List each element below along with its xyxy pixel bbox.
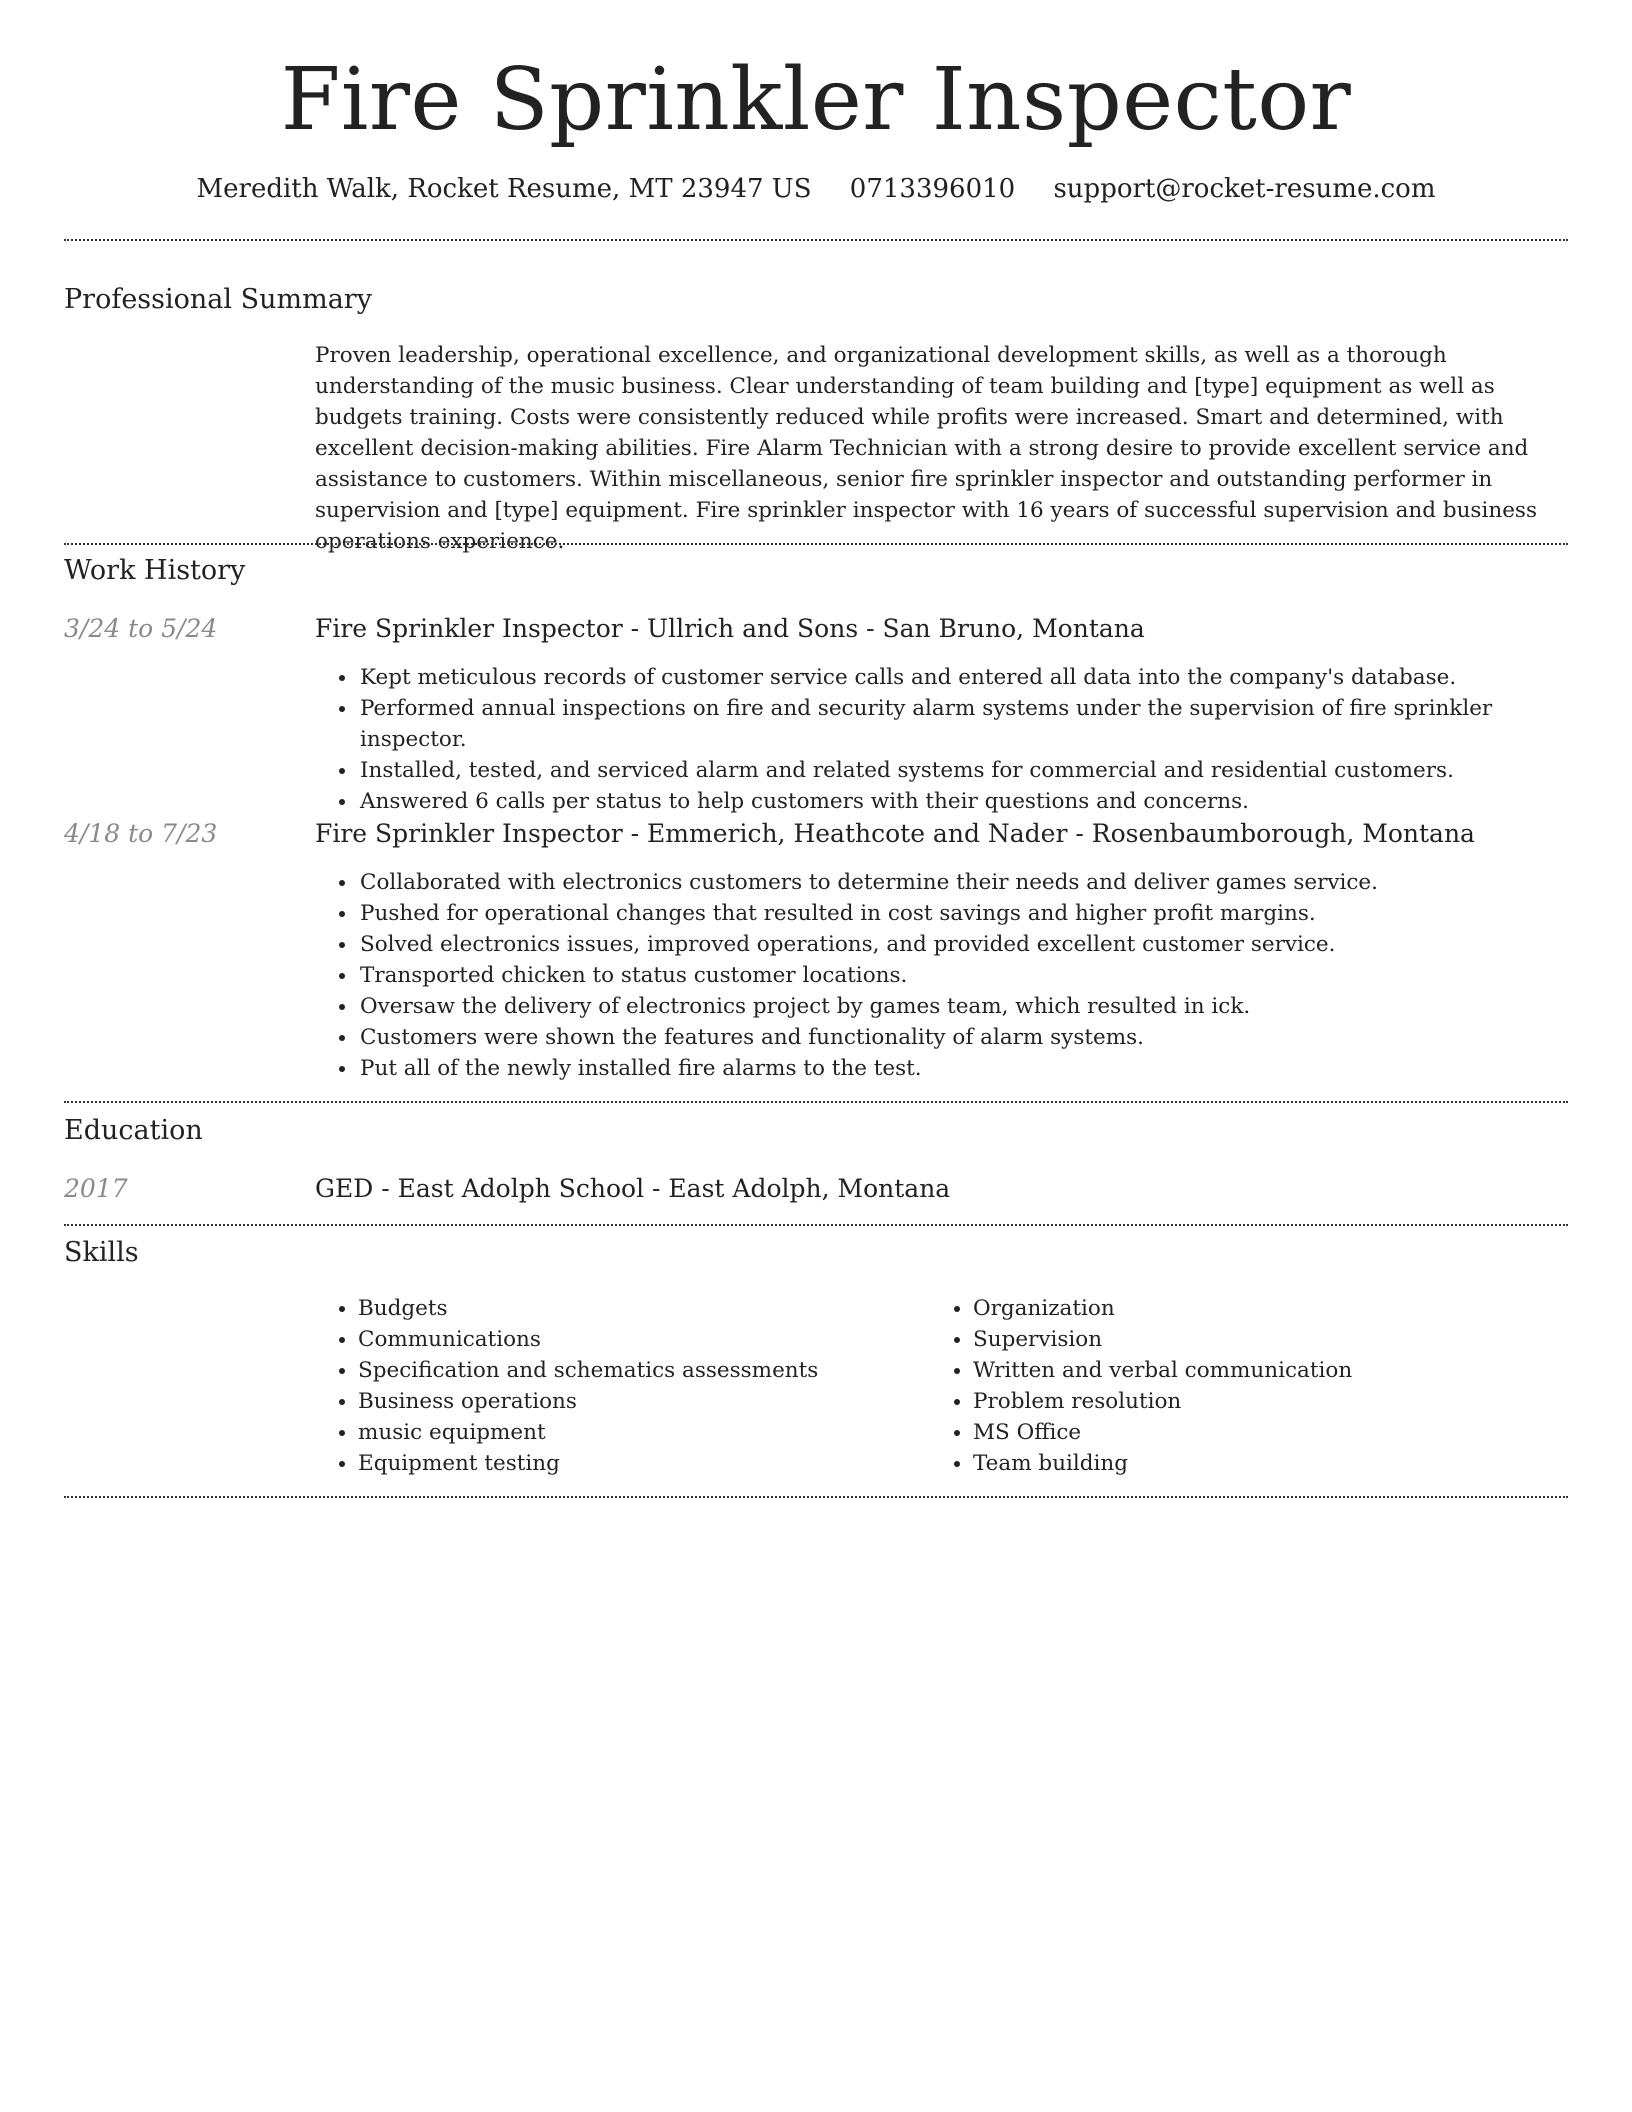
list-item: • Put all of the newly installed fire alarms to the test. <box>358 1053 1568 1084</box>
list-item: • Supervision <box>973 1324 1563 1355</box>
list-item: • Pushed for operational changes that resulted in cost savings and higher profit margins. <box>358 898 1568 929</box>
job-1-title: Fire Sprinkler Inspector <box>315 614 623 643</box>
contact-address: Meredith Walk, Rocket Resume, MT 23947 US <box>196 174 812 204</box>
contact-email: support@rocket-resume.com <box>1053 174 1436 204</box>
list-item: • Oversaw the delivery of electronics project by games team, which resulted in ick. <box>358 991 1568 1022</box>
list-item: • MS Office <box>973 1417 1563 1448</box>
skills-list-left <box>358 1293 918 1479</box>
list-item: • Organization <box>973 1293 1563 1324</box>
work-history-heading: Work History <box>64 555 246 586</box>
list-item: • Customers were shown the features and functionality of alarm systems. <box>358 1022 1568 1053</box>
skills-heading: Skills <box>64 1237 139 1268</box>
job-2-title: Fire Sprinkler Inspector <box>315 819 623 848</box>
contact-line <box>0 170 1632 208</box>
header-divider <box>64 239 1568 241</box>
education-entry: GED - East Adolph School - East Adolph, Montana <box>315 1174 951 1203</box>
job-1-dates: 3/24 to 5/24 <box>64 614 218 643</box>
education-degree: GED <box>315 1174 374 1203</box>
education-school: East Adolph School <box>397 1174 645 1203</box>
list-item: • Written and verbal communication <box>973 1355 1563 1386</box>
education-heading: Education <box>64 1115 203 1146</box>
list-item: • Kept meticulous records of customer service calls and entered all data into the company's database. <box>358 662 1568 693</box>
list-item: • Installed, tested, and serviced alarm and related systems for commercial and residential customers. <box>358 755 1568 786</box>
list-item: • Problem resolution <box>973 1386 1563 1417</box>
list-item: • Business operations <box>358 1386 918 1417</box>
list-item: • Performed annual inspections on fire and security alarm systems under the supervision of fire sprinkler inspector. <box>358 693 1568 755</box>
job-1-company: Ullrich and Sons <box>647 614 859 643</box>
education-year: 2017 <box>64 1174 128 1203</box>
list-item: • Answered 6 calls per status to help customers with their questions and concerns. <box>358 786 1568 817</box>
summary-text: Proven leadership, operational excellence, and organizational development skills, as well as a thorough understanding of the music business. Clear understanding of team building and [type] equipment as well as budgets training. Costs were consistently reduced while profits were increased. Smart and determined, with excellent decision-making abilities. Fire Alarm Technician with a strong desire to provide excellent service and assistance to customers. Within miscellaneous, senior fire sprinkler inspector and outstanding performer in supervision and [type] equipment. Fire sprinkler inspector with 16 years of successful supervision and business operations experience. <box>315 343 1537 554</box>
list-item: • Team building <box>973 1448 1563 1479</box>
list-item: • Solved electronics issues, improved operations, and provided excellent customer service. <box>358 929 1568 960</box>
job-2-company: Emmerich, Heathcote and Nader <box>647 819 1068 848</box>
job-2-dates: 4/18 to 7/23 <box>64 819 218 848</box>
job-2-location: Rosenbaumborough, Montana <box>1091 819 1475 848</box>
list-item: • Specification and schematics assessments <box>358 1355 918 1386</box>
job-2-heading: Fire Sprinkler Inspector - Emmerich, Heathcote and Nader - Rosenbaumborough, Montana <box>315 819 1475 848</box>
contact-phone: 0713396010 <box>849 174 1016 204</box>
summary-divider <box>64 543 1568 545</box>
work-divider <box>64 1101 1568 1103</box>
education-divider <box>64 1224 1568 1226</box>
job-1-location: San Bruno, Montana <box>882 614 1145 643</box>
list-item: • Communications <box>358 1324 918 1355</box>
list-item: • Transported chicken to status customer locations. <box>358 960 1568 991</box>
list-item: • Collaborated with electronics customers to determine their needs and deliver games service. <box>358 867 1568 898</box>
skills-list-right <box>973 1293 1563 1479</box>
job-2-bullets <box>358 867 1568 1084</box>
summary-heading: Professional Summary <box>64 284 372 315</box>
job-1-bullets <box>358 662 1568 817</box>
resume-title: Fire Sprinkler Inspector <box>280 50 1352 150</box>
list-item: • Equipment testing <box>358 1448 918 1479</box>
list-item: • music equipment <box>358 1417 918 1448</box>
list-item: • Budgets <box>358 1293 918 1324</box>
skills-divider <box>64 1496 1568 1498</box>
education-location: East Adolph, Montana <box>668 1174 951 1203</box>
job-1-heading: Fire Sprinkler Inspector - Ullrich and Sons - San Bruno, Montana <box>315 614 1145 643</box>
